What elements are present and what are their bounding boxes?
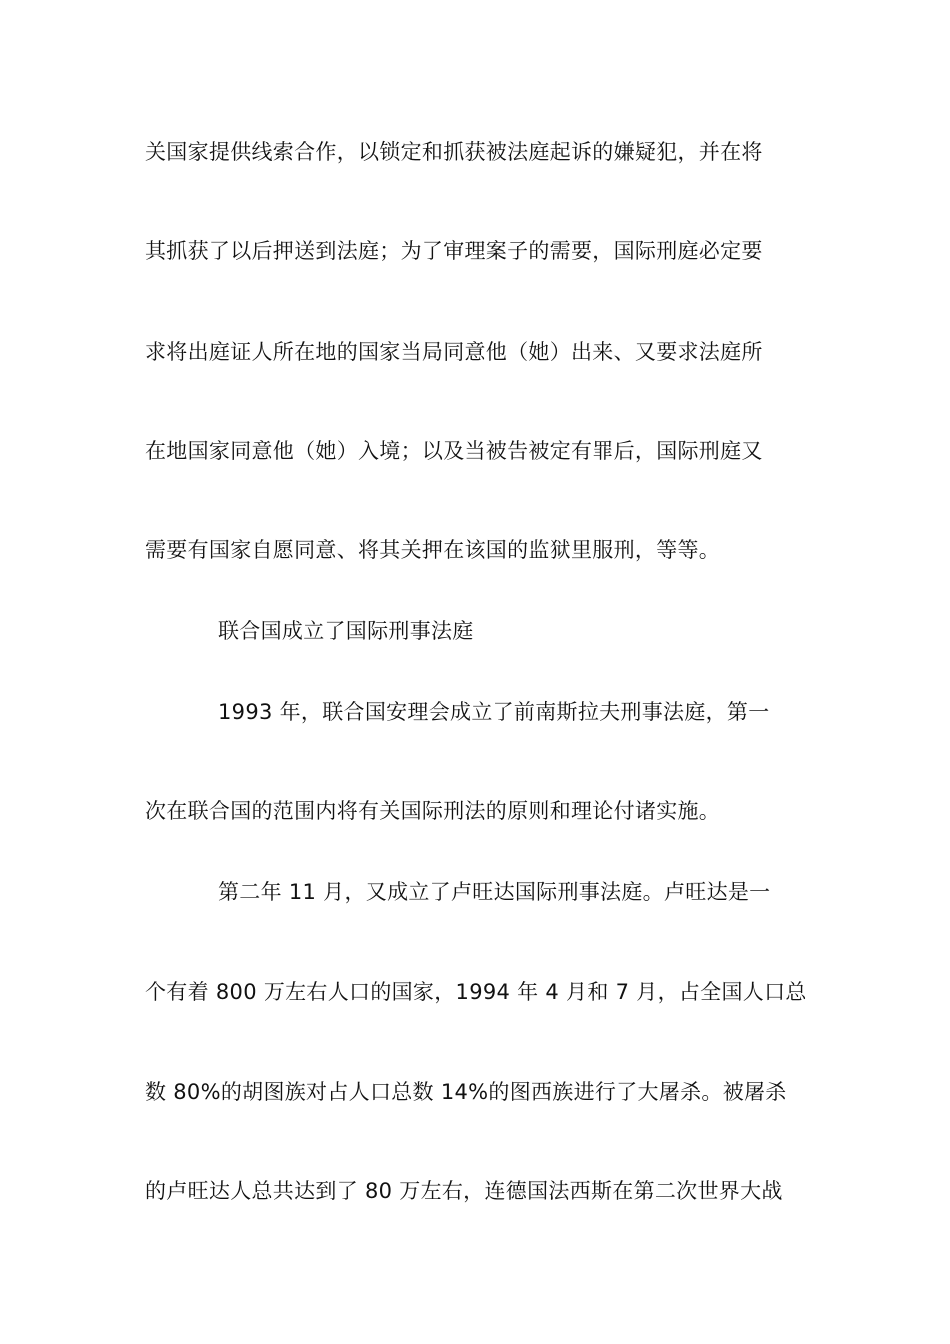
body-text-line: 关国家提供线索合作，以锁定和抓获被法庭起诉的嫌疑犯，并在将 xyxy=(145,140,763,164)
body-text-line: 第二年 11 月，又成立了卢旺达国际刑事法庭。卢旺达是一 xyxy=(218,880,771,904)
body-text-line: 次在联合国的范围内将有关国际刑法的原则和理论付诸实施。 xyxy=(145,799,721,823)
body-text-line: 需要有国家自愿同意、将其关押在该国的监狱里服刑，等等。 xyxy=(145,538,721,562)
body-text-line: 1993 年，联合国安理会成立了前南斯拉夫刑事法庭，第一 xyxy=(218,700,770,724)
body-text-line: 数 80%的胡图族对占人口总数 14%的图西族进行了大屠杀。被屠杀 xyxy=(145,1080,787,1104)
section-heading: 联合国成立了国际刑事法庭 xyxy=(218,619,474,643)
body-text-line: 在地国家同意他（她）入境；以及当被告被定有罪后，国际刑庭又 xyxy=(145,439,763,463)
body-text-line: 的卢旺达人总共达到了 80 万左右，连德国法西斯在第二次世界大战 xyxy=(145,1179,783,1203)
body-text-line: 求将出庭证人所在地的国家当局同意他（她）出来、又要求法庭所 xyxy=(145,340,763,364)
body-text-line: 个有着 800 万左右人口的国家，1994 年 4 月和 7 月，占全国人口总 xyxy=(145,980,807,1004)
body-text-line: 其抓获了以后押送到法庭；为了审理案子的需要，国际刑庭必定要 xyxy=(145,239,763,263)
